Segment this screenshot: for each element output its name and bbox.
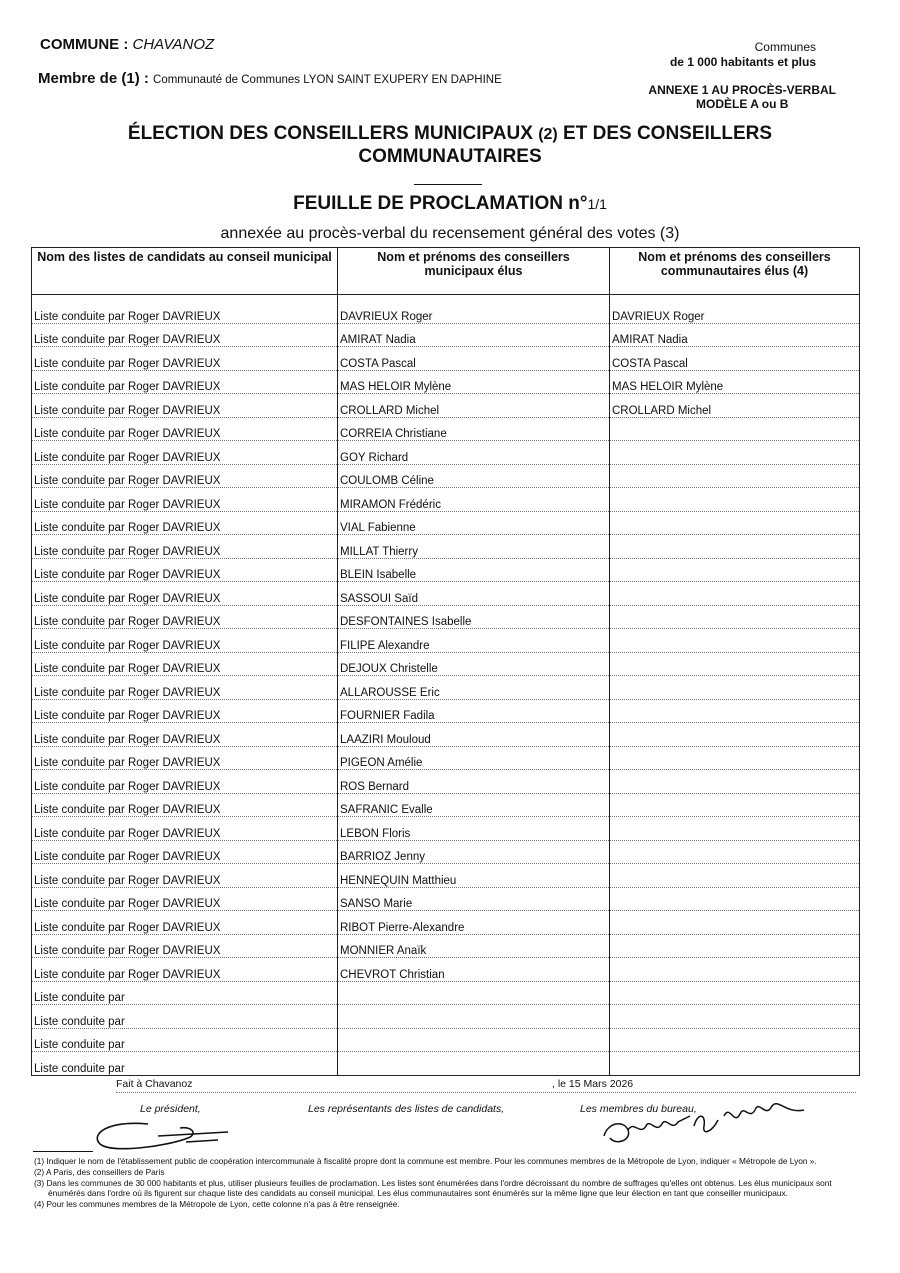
table-row xyxy=(32,488,860,512)
liste-cell: Liste conduite par Roger DAVRIEUX xyxy=(32,699,338,723)
liste-cell: Liste conduite par Roger DAVRIEUX xyxy=(32,300,338,323)
liste-cell: Liste conduite par Roger DAVRIEUX xyxy=(32,582,338,606)
table-row xyxy=(32,582,860,606)
table-row xyxy=(32,605,860,629)
title-note: (2) xyxy=(538,126,558,143)
footnote-4: (4) Pour les communes membres de la Métropole de Lyon, cette colonne n'a pas à être renseignée. xyxy=(34,1199,400,1210)
liste-cell: Liste conduite par Roger DAVRIEUX xyxy=(32,817,338,841)
liste-cell: Liste conduite par Roger DAVRIEUX xyxy=(32,676,338,700)
feuille-label: FEUILLE DE PROCLAMATION n° xyxy=(293,193,588,214)
elu-municipal-cell: CHEVROT Christian xyxy=(338,958,610,982)
liste-cell: Liste conduite par Roger DAVRIEUX xyxy=(32,958,338,982)
liste-cell: Liste conduite par Roger DAVRIEUX xyxy=(32,887,338,911)
table-row xyxy=(32,676,860,700)
elu-communautaire-cell: MAS HELOIR Mylène xyxy=(610,370,860,394)
table-row xyxy=(32,887,860,911)
liste-cell: Liste conduite par Roger DAVRIEUX xyxy=(32,511,338,535)
representants-label: Les représentants des listes de candidats, xyxy=(308,1103,505,1115)
table-row xyxy=(32,558,860,582)
table-row xyxy=(32,441,860,465)
liste-cell: Liste conduite par xyxy=(32,981,338,1005)
elu-municipal-cell: COULOMB Céline xyxy=(338,464,610,488)
elu-municipal-cell: CORREIA Christiane xyxy=(338,417,610,441)
membre-line xyxy=(38,70,502,87)
table-row xyxy=(32,911,860,935)
elu-communautaire-cell xyxy=(610,441,860,465)
elu-municipal-cell: RIBOT Pierre-Alexandre xyxy=(338,911,610,935)
title-rule xyxy=(414,184,482,185)
elu-municipal-cell: BLEIN Isabelle xyxy=(338,558,610,582)
liste-cell: Liste conduite par Roger DAVRIEUX xyxy=(32,370,338,394)
table-row xyxy=(32,323,860,347)
liste-cell: Liste conduite par xyxy=(32,1028,338,1052)
elu-communautaire-cell xyxy=(610,864,860,888)
liste-cell: Liste conduite par Roger DAVRIEUX xyxy=(32,605,338,629)
elu-communautaire-cell xyxy=(610,699,860,723)
elu-municipal-cell: MAS HELOIR Mylène xyxy=(338,370,610,394)
membres-label: Les membres du bureau, xyxy=(580,1103,697,1115)
table-row xyxy=(32,981,860,1005)
table-row xyxy=(32,347,860,371)
elu-communautaire-cell xyxy=(610,723,860,747)
liste-cell: Liste conduite par Roger DAVRIEUX xyxy=(32,394,338,418)
elu-communautaire-cell xyxy=(610,1005,860,1029)
elu-municipal-cell: ROS Bernard xyxy=(338,770,610,794)
proclamation-table xyxy=(31,247,860,1076)
elu-municipal-cell: COSTA Pascal xyxy=(338,347,610,371)
elu-communautaire-cell: DAVRIEUX Roger xyxy=(610,300,860,323)
elu-communautaire-cell xyxy=(610,981,860,1005)
feuille-title xyxy=(0,193,900,215)
elu-communautaire-cell xyxy=(610,464,860,488)
liste-cell: Liste conduite par Roger DAVRIEUX xyxy=(32,911,338,935)
commune-size-line2: de 1 000 habitants et plus xyxy=(669,55,816,69)
elu-communautaire-cell xyxy=(610,911,860,935)
table-body xyxy=(32,295,860,1076)
elu-communautaire-cell xyxy=(610,605,860,629)
footnote-2: (2) A Paris, des conseillers de Paris xyxy=(34,1166,165,1177)
elu-communautaire-cell xyxy=(610,746,860,770)
table-row xyxy=(32,300,860,323)
elu-municipal-cell: LEBON Floris xyxy=(338,817,610,841)
elu-communautaire-cell xyxy=(610,652,860,676)
elu-municipal-cell: MILLAT Thierry xyxy=(338,535,610,559)
elu-municipal-cell xyxy=(338,981,610,1005)
elu-communautaire-cell xyxy=(610,934,860,958)
footnotes xyxy=(34,1156,846,1210)
liste-cell: Liste conduite par Roger DAVRIEUX xyxy=(32,441,338,465)
liste-cell: Liste conduite par Roger DAVRIEUX xyxy=(32,417,338,441)
elu-communautaire-cell xyxy=(610,582,860,606)
elu-municipal-cell: LAAZIRI Mouloud xyxy=(338,723,610,747)
elu-municipal-cell: AMIRAT Nadia xyxy=(338,323,610,347)
membre-label: Membre de (1) : xyxy=(38,70,149,87)
table-row xyxy=(32,417,860,441)
elu-municipal-cell xyxy=(338,1005,610,1029)
president-label: Le président, xyxy=(140,1103,201,1115)
table-header-row xyxy=(32,248,860,295)
liste-cell: Liste conduite par Roger DAVRIEUX xyxy=(32,652,338,676)
liste-cell: Liste conduite par Roger DAVRIEUX xyxy=(32,488,338,512)
annexee-line: annexée au procès-verbal du recensement général des votes (3) xyxy=(220,225,680,242)
membre-value: Communauté de Communes LYON SAINT EXUPERY EN DAPHINE xyxy=(153,74,502,86)
elu-communautaire-cell xyxy=(610,488,860,512)
elu-municipal-cell: HENNEQUIN Matthieu xyxy=(338,864,610,888)
annexe-line2: MODÈLE A ou B xyxy=(695,97,789,111)
table-row xyxy=(32,699,860,723)
table-row xyxy=(32,464,860,488)
table-row xyxy=(32,864,860,888)
elu-municipal-cell: SANSO Marie xyxy=(338,887,610,911)
elu-communautaire-cell xyxy=(610,887,860,911)
elu-communautaire-cell xyxy=(610,511,860,535)
elu-municipal-cell: MONNIER Anaïk xyxy=(338,934,610,958)
table-row xyxy=(32,629,860,653)
header-listes: Nom des listes de candidats au conseil municipal xyxy=(32,248,338,295)
table-row xyxy=(32,370,860,394)
annexe-label xyxy=(648,83,836,111)
elu-municipal-cell: FOURNIER Fadila xyxy=(338,699,610,723)
elu-municipal-cell: SASSOUI Saïd xyxy=(338,582,610,606)
footnote-1: (1) Indiquer le nom de l'établissement public de coopération intercommunale à fiscalité propre dont la commune est membre. Pour les communes membres de la Métropole de Lyon, indiquer « Métropole de Lyon ». xyxy=(34,1156,817,1166)
header-elus-communautaires: Nom et prénoms des conseillers communautaires élus (4) xyxy=(610,248,860,295)
elu-communautaire-cell xyxy=(610,558,860,582)
liste-cell: Liste conduite par Roger DAVRIEUX xyxy=(32,746,338,770)
elu-communautaire-cell xyxy=(610,629,860,653)
table-row xyxy=(32,723,860,747)
elu-municipal-cell xyxy=(338,1052,610,1076)
header-elus-municipaux: Nom et prénoms des conseillers municipaux élus xyxy=(338,248,610,295)
table-row xyxy=(32,770,860,794)
table-row xyxy=(32,934,860,958)
elu-communautaire-cell xyxy=(610,417,860,441)
liste-cell: Liste conduite par Roger DAVRIEUX xyxy=(32,629,338,653)
liste-cell: Liste conduite par xyxy=(32,1005,338,1029)
elu-communautaire-cell xyxy=(610,676,860,700)
liste-cell: Liste conduite par xyxy=(32,1052,338,1076)
table-row xyxy=(32,840,860,864)
feuille-number: 1/1 xyxy=(587,196,607,212)
liste-cell: Liste conduite par Roger DAVRIEUX xyxy=(32,840,338,864)
commune-label: COMMUNE : xyxy=(40,36,129,53)
elu-municipal-cell: PIGEON Amélie xyxy=(338,746,610,770)
liste-cell: Liste conduite par Roger DAVRIEUX xyxy=(32,864,338,888)
elu-communautaire-cell: CROLLARD Michel xyxy=(610,394,860,418)
elu-communautaire-cell xyxy=(610,793,860,817)
president-signature xyxy=(88,1112,238,1152)
table-row xyxy=(32,394,860,418)
elu-municipal-cell: SAFRANIC Evalle xyxy=(338,793,610,817)
elu-municipal-cell: BARRIOZ Jenny xyxy=(338,840,610,864)
elu-municipal-cell: DEJOUX Christelle xyxy=(338,652,610,676)
elu-municipal-cell: DESFONTAINES Isabelle xyxy=(338,605,610,629)
elu-municipal-cell: CROLLARD Michel xyxy=(338,394,610,418)
commune-size-note xyxy=(670,40,816,70)
table-row xyxy=(32,1028,860,1052)
document-title xyxy=(0,123,900,168)
elu-communautaire-cell xyxy=(610,958,860,982)
title-line1b: ET DES CONSEILLERS xyxy=(563,123,773,144)
liste-cell: Liste conduite par Roger DAVRIEUX xyxy=(32,558,338,582)
elu-municipal-cell: VIAL Fabienne xyxy=(338,511,610,535)
table-row xyxy=(32,1052,860,1076)
elu-communautaire-cell xyxy=(610,770,860,794)
elu-communautaire-cell xyxy=(610,817,860,841)
notes-rule xyxy=(33,1151,93,1152)
elu-municipal-cell: MIRAMON Frédéric xyxy=(338,488,610,512)
elu-communautaire-cell xyxy=(610,840,860,864)
table-row xyxy=(32,652,860,676)
liste-cell: Liste conduite par Roger DAVRIEUX xyxy=(32,723,338,747)
elu-municipal-cell xyxy=(338,1028,610,1052)
table-row xyxy=(32,746,860,770)
liste-cell: Liste conduite par Roger DAVRIEUX xyxy=(32,464,338,488)
elu-communautaire-cell: COSTA Pascal xyxy=(610,347,860,371)
commune-name: CHAVANOZ xyxy=(132,36,215,53)
table-row xyxy=(32,958,860,982)
fait-date: , le 15 Mars 2026 xyxy=(552,1078,634,1090)
liste-cell: Liste conduite par Roger DAVRIEUX xyxy=(32,347,338,371)
elu-communautaire-cell: AMIRAT Nadia xyxy=(610,323,860,347)
elu-municipal-cell: FILIPE Alexandre xyxy=(338,629,610,653)
commune-line xyxy=(40,36,214,53)
table-row xyxy=(32,511,860,535)
title-line1a: ÉLECTION DES CONSEILLERS MUNICIPAUX xyxy=(127,123,533,144)
title-line2: COMMUNAUTAIRES xyxy=(358,146,542,167)
table-row xyxy=(32,793,860,817)
elu-municipal-cell: GOY Richard xyxy=(338,441,610,465)
liste-cell: Liste conduite par Roger DAVRIEUX xyxy=(32,535,338,559)
commune-size-line1: Communes xyxy=(754,40,816,54)
bureau-signature xyxy=(594,1096,814,1154)
liste-cell: Liste conduite par Roger DAVRIEUX xyxy=(32,770,338,794)
footnote-3: (3) Dans les communes de 30 000 habitants et plus, utiliser plusieurs feuilles de proclamation. Les listes sont énumérées dans l'ordre décroissant du nombre de suffrages qu'elles ont obtenus. Les élus municipaux sont énumérés dans l'ordre où ils figurent sur chaque liste des candidats au conseil municipal. Les élus communautaires sont énumérés sur la même ligne que leur élection en tant que conseiller municipaux. xyxy=(34,1177,832,1199)
fait-a: Fait à Chavanoz xyxy=(116,1078,193,1090)
table-row xyxy=(32,817,860,841)
elu-communautaire-cell xyxy=(610,1052,860,1076)
elu-municipal-cell: DAVRIEUX Roger xyxy=(338,300,610,323)
liste-cell: Liste conduite par Roger DAVRIEUX xyxy=(32,793,338,817)
annexe-line1: ANNEXE 1 AU PROCÈS-VERBAL xyxy=(648,83,836,97)
elu-communautaire-cell xyxy=(610,535,860,559)
elu-municipal-cell: ALLAROUSSE Eric xyxy=(338,676,610,700)
fait-line xyxy=(116,1078,856,1093)
elu-communautaire-cell xyxy=(610,1028,860,1052)
table-row xyxy=(32,535,860,559)
liste-cell: Liste conduite par Roger DAVRIEUX xyxy=(32,934,338,958)
liste-cell: Liste conduite par Roger DAVRIEUX xyxy=(32,323,338,347)
table-row xyxy=(32,1005,860,1029)
